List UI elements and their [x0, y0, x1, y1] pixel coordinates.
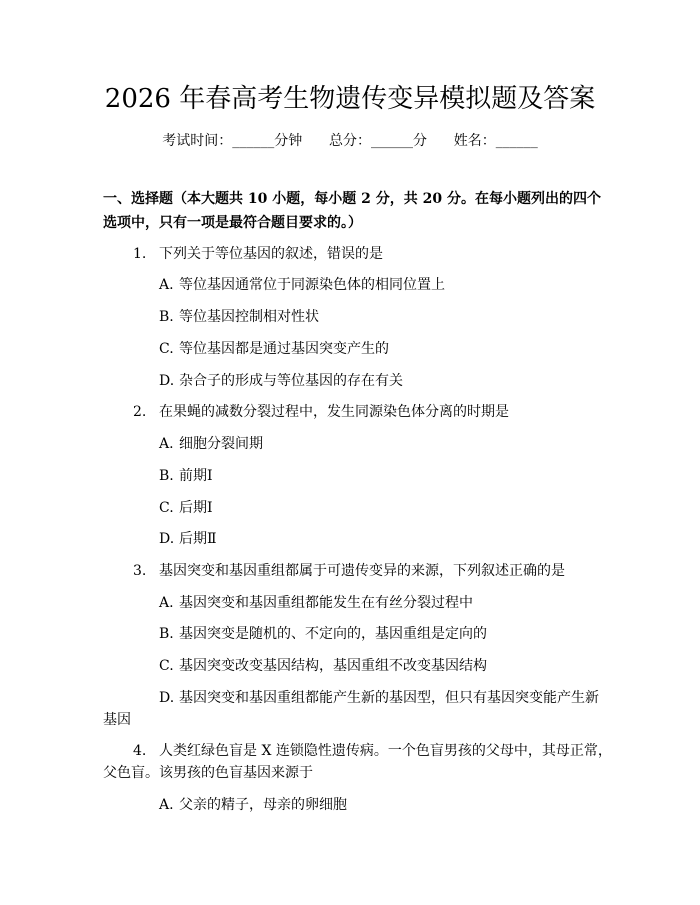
question-number: 3.: [133, 563, 147, 579]
option-label: D.: [159, 373, 175, 389]
option-text: 基因突变和基因重组都能产生新的基因型，但只有基因突变能产生新: [179, 690, 599, 706]
question-2: [133, 402, 509, 422]
question-1-option-a: [159, 275, 445, 295]
question-3-option-d-continuation: 基因: [103, 712, 131, 728]
question-text: 在果蝇的减数分裂过程中，发生同源染色体分离的时期是: [159, 404, 509, 420]
option-text: 前期Ⅰ: [179, 468, 213, 484]
question-1-option-c: [159, 339, 389, 359]
question-text: 下列关于等位基因的叙述，错误的是: [159, 246, 383, 262]
question-4-option-a: [159, 795, 347, 815]
question-number: 4.: [133, 743, 147, 759]
question-1-option-d: [159, 371, 403, 391]
option-text: 基因突变是随机的、不定向的，基因重组是定向的: [179, 626, 487, 642]
question-number: 2.: [133, 404, 147, 420]
option-label: B.: [159, 309, 174, 325]
option-text: 基因突变改变基因结构，基因重组不改变基因结构: [179, 658, 487, 674]
option-text: 杂合子的形成与等位基因的存在有关: [179, 373, 403, 389]
question-4: [133, 741, 612, 761]
question-2-option-a: [159, 434, 263, 454]
option-label: C.: [159, 658, 174, 674]
question-3: [133, 561, 565, 581]
question-3-option-c: [159, 656, 487, 676]
option-text: 基因突变和基因重组都能发生在有丝分裂过程中: [179, 595, 473, 611]
option-text: 父亲的精子，母亲的卵细胞: [179, 797, 347, 813]
option-text: 等位基因通常位于同源染色体的相同位置上: [179, 277, 445, 293]
option-label: B.: [159, 468, 174, 484]
question-1-option-b: [159, 307, 319, 327]
question-number: 1.: [133, 246, 147, 262]
option-text: 等位基因都是通过基因突变产生的: [179, 341, 389, 357]
exam-info-line: 考试时间：______分钟 总分：______分 姓名：______: [162, 133, 538, 149]
question-3-option-b: [159, 624, 487, 644]
option-text: 后期Ⅱ: [179, 531, 217, 547]
document-title: 2026 年春高考生物遗传变异模拟题及答案: [104, 84, 596, 114]
option-text: 后期Ⅰ: [179, 500, 213, 516]
option-label: D.: [159, 531, 175, 547]
option-label: A.: [159, 277, 174, 293]
option-label: A.: [159, 436, 174, 452]
question-2-option-b: [159, 466, 213, 486]
question-text: 人类红绿色盲是 X 连锁隐性遗传病。一个色盲男孩的父母中，其母正常，: [159, 743, 612, 759]
question-2-option-c: [159, 498, 213, 518]
question-text: 基因突变和基因重组都属于可遗传变异的来源，下列叙述正确的是: [159, 563, 565, 579]
question-2-option-d: [159, 529, 217, 549]
option-label: D.: [159, 690, 175, 706]
option-label: C.: [159, 341, 174, 357]
option-label: C.: [159, 500, 174, 516]
option-label: A.: [159, 595, 174, 611]
option-label: B.: [159, 626, 174, 642]
option-text: 细胞分裂间期: [179, 436, 263, 452]
question-1: [133, 244, 383, 264]
question-3-option-d: [159, 688, 599, 708]
option-label: A.: [159, 797, 174, 813]
question-4-continuation: 父色盲。该男孩的色盲基因来源于: [103, 765, 313, 781]
question-3-option-a: [159, 593, 473, 613]
option-text: 等位基因控制相对性状: [179, 309, 319, 325]
section-heading: 一、选择题（本大题共 10 小题，每小题 2 分，共 20 分。在每小题列出的四个选项中，只有一项是最符合题目要求的。）: [103, 191, 601, 231]
